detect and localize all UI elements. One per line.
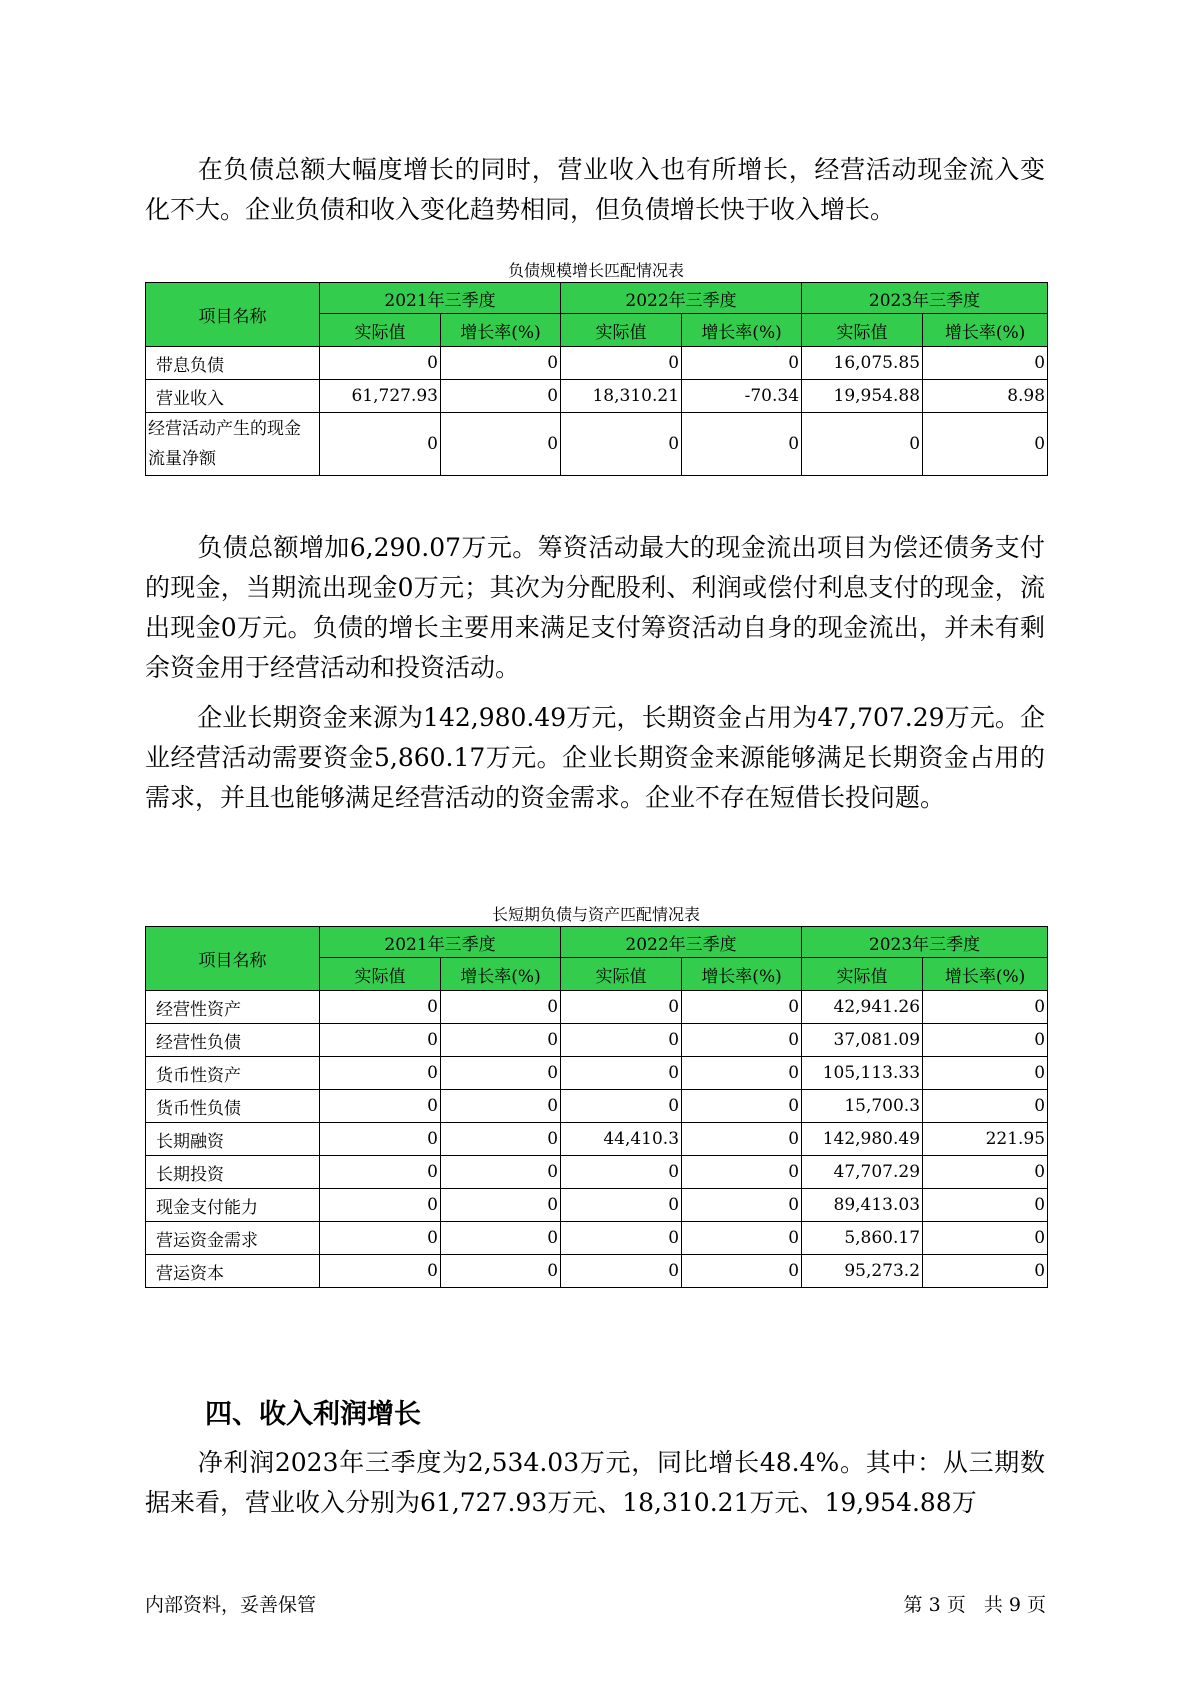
cell: -70.34 xyxy=(682,380,802,413)
table-2-caption: 长短期负债与资产匹配情况表 xyxy=(491,905,700,924)
footer-confidential: 内部资料，妥善保管 xyxy=(145,1594,317,1616)
cell: 0 xyxy=(561,1156,682,1189)
paragraph-4 xyxy=(145,1443,1045,1523)
paragraph-1 xyxy=(145,150,1045,230)
paragraph-1-text: 在负债总额大幅度增长的同时，营业收入也有所增长，经营活动现金流入变化不大。企业负债和收入变化趋势相同，但负债增长快于收入增长。 xyxy=(145,155,1045,224)
paragraph-4-text: 净利润2023年三季度为2,534.03万元，同比增长48.4%。其中：从三期数据来看，营业收入分别为61,727.93万元、18,310.21万元、19,954.88万 xyxy=(145,1448,1045,1517)
cell: 0 xyxy=(923,1189,1048,1222)
table-row xyxy=(146,1156,1048,1189)
cell: 0 xyxy=(561,991,682,1024)
cell: 0 xyxy=(320,1123,441,1156)
table-row xyxy=(146,1123,1048,1156)
table-1-subheader: 实际值 xyxy=(802,314,923,347)
table-row xyxy=(146,413,1048,476)
row-label: 营运资本 xyxy=(146,1255,320,1288)
table-row xyxy=(146,1024,1048,1057)
cell: 37,081.09 xyxy=(802,1024,923,1057)
table-row xyxy=(146,1057,1048,1090)
cell: 0 xyxy=(320,991,441,1024)
paragraph-3 xyxy=(145,698,1045,818)
cell: 0 xyxy=(320,347,441,380)
cell: 0 xyxy=(682,1189,802,1222)
row-label: 营业收入 xyxy=(146,380,320,413)
section-heading: 四、收入利润增长 xyxy=(205,1399,421,1430)
cell: 0 xyxy=(441,1090,561,1123)
row-label: 带息负债 xyxy=(146,347,320,380)
cell: 0 xyxy=(682,1123,802,1156)
table-row xyxy=(146,380,1048,413)
table-2-subheader: 增长率(%) xyxy=(682,958,802,991)
cell: 0 xyxy=(923,1156,1048,1189)
cell: 0 xyxy=(441,1255,561,1288)
cell: 44,410.3 xyxy=(561,1123,682,1156)
table-row xyxy=(146,1090,1048,1123)
cell: 0 xyxy=(441,1024,561,1057)
row-label: 现金支付能力 xyxy=(146,1189,320,1222)
table-row xyxy=(146,991,1048,1024)
table-1-subheader: 增长率(%) xyxy=(441,314,561,347)
cell: 15,700.3 xyxy=(802,1090,923,1123)
cell: 0 xyxy=(441,347,561,380)
row-label: 长期融资 xyxy=(146,1123,320,1156)
cell: 0 xyxy=(320,1189,441,1222)
row-label: 长期投资 xyxy=(146,1156,320,1189)
cell: 0 xyxy=(682,1255,802,1288)
table-1-subheader: 增长率(%) xyxy=(923,314,1048,347)
cell: 221.95 xyxy=(923,1123,1048,1156)
cell: 0 xyxy=(682,991,802,1024)
cell: 95,273.2 xyxy=(802,1255,923,1288)
cell: 16,075.85 xyxy=(802,347,923,380)
table-2-subheader: 实际值 xyxy=(561,958,682,991)
table-2 xyxy=(145,926,1048,1288)
cell: 5,860.17 xyxy=(802,1222,923,1255)
paragraph-3-text: 企业长期资金来源为142,980.49万元，长期资金占用为47,707.29万元。企业经营活动需要资金5,860.17万元。企业长期资金来源能够满足长期资金占用的需求，并且也能够满足经营活动的资金需求。企业不存在短借长投问题。 xyxy=(145,703,1045,812)
table-2-subheader: 增长率(%) xyxy=(441,958,561,991)
cell: 142,980.49 xyxy=(802,1123,923,1156)
cell: 0 xyxy=(561,1255,682,1288)
cell: 0 xyxy=(682,347,802,380)
cell: 0 xyxy=(320,1156,441,1189)
table-1-header-period: 2022年三季度 xyxy=(561,283,802,314)
table-1-subheader: 实际值 xyxy=(320,314,441,347)
cell: 0 xyxy=(441,1222,561,1255)
table-row xyxy=(146,1189,1048,1222)
cell: 0 xyxy=(441,1156,561,1189)
table-2-subheader: 增长率(%) xyxy=(923,958,1048,991)
cell: 8.98 xyxy=(923,380,1048,413)
cell: 0 xyxy=(441,1123,561,1156)
table-2-header-period: 2023年三季度 xyxy=(802,927,1048,958)
cell: 61,727.93 xyxy=(320,380,441,413)
cell: 0 xyxy=(682,1156,802,1189)
table-2-header-period: 2021年三季度 xyxy=(320,927,561,958)
table-2-subheader: 实际值 xyxy=(802,958,923,991)
cell: 18,310.21 xyxy=(561,380,682,413)
cell: 0 xyxy=(320,1024,441,1057)
cell: 47,707.29 xyxy=(802,1156,923,1189)
cell: 0 xyxy=(320,413,441,476)
cell: 19,954.88 xyxy=(802,380,923,413)
cell: 0 xyxy=(923,1057,1048,1090)
cell: 0 xyxy=(682,1057,802,1090)
cell: 0 xyxy=(561,347,682,380)
cell: 0 xyxy=(320,1057,441,1090)
cell: 0 xyxy=(320,1090,441,1123)
row-label: 经营性负债 xyxy=(146,1024,320,1057)
cell: 0 xyxy=(561,1024,682,1057)
cell: 89,413.03 xyxy=(802,1189,923,1222)
cell: 0 xyxy=(682,413,802,476)
cell: 0 xyxy=(923,1024,1048,1057)
cell: 0 xyxy=(923,413,1048,476)
table-row xyxy=(146,347,1048,380)
paragraph-2-text: 负债总额增加6,290.07万元。筹资活动最大的现金流出项目为偿还债务支付的现金，当期流出现金0万元；其次为分配股利、利润或偿付利息支付的现金，流出现金0万元。负债的增长主要用来满足支付筹资活动自身的现金流出，并未有剩余资金用于经营活动和投资活动。 xyxy=(145,533,1045,682)
cell: 0 xyxy=(923,1255,1048,1288)
row-label: 货币性负债 xyxy=(146,1090,320,1123)
cell: 0 xyxy=(923,1222,1048,1255)
cell: 0 xyxy=(923,347,1048,380)
cell: 0 xyxy=(561,1222,682,1255)
row-label: 货币性资产 xyxy=(146,1057,320,1090)
row-label: 经营性资产 xyxy=(146,991,320,1024)
cell: 0 xyxy=(682,1090,802,1123)
cell: 0 xyxy=(682,1222,802,1255)
table-2-subheader: 实际值 xyxy=(320,958,441,991)
cell: 42,941.26 xyxy=(802,991,923,1024)
table-1-caption: 负债规模增长匹配情况表 xyxy=(507,261,684,280)
footer-page-number: 第 3 页 共 9 页 xyxy=(903,1594,1046,1616)
table-1-header-period: 2023年三季度 xyxy=(802,283,1048,314)
cell: 0 xyxy=(441,1189,561,1222)
row-label: 营运资金需求 xyxy=(146,1222,320,1255)
cell: 0 xyxy=(441,991,561,1024)
table-2-header-period: 2022年三季度 xyxy=(561,927,802,958)
cell: 105,113.33 xyxy=(802,1057,923,1090)
cell: 0 xyxy=(441,380,561,413)
table-1-subheader: 增长率(%) xyxy=(682,314,802,347)
table-2-header-item: 项目名称 xyxy=(146,927,320,991)
cell: 0 xyxy=(923,1090,1048,1123)
table-1-subheader: 实际值 xyxy=(561,314,682,347)
cell: 0 xyxy=(320,1222,441,1255)
cell: 0 xyxy=(561,1090,682,1123)
cell: 0 xyxy=(802,413,923,476)
row-label: 经营活动产生的现金流量净额 xyxy=(146,413,320,476)
table-row xyxy=(146,1222,1048,1255)
cell: 0 xyxy=(561,1057,682,1090)
paragraph-2 xyxy=(145,528,1045,688)
cell: 0 xyxy=(682,1024,802,1057)
table-1 xyxy=(145,282,1048,476)
cell: 0 xyxy=(441,413,561,476)
table-1-header-period: 2021年三季度 xyxy=(320,283,561,314)
cell: 0 xyxy=(561,1189,682,1222)
cell: 0 xyxy=(561,413,682,476)
cell: 0 xyxy=(923,991,1048,1024)
cell: 0 xyxy=(441,1057,561,1090)
table-row xyxy=(146,1255,1048,1288)
cell: 0 xyxy=(320,1255,441,1288)
table-1-header-item: 项目名称 xyxy=(146,283,320,347)
